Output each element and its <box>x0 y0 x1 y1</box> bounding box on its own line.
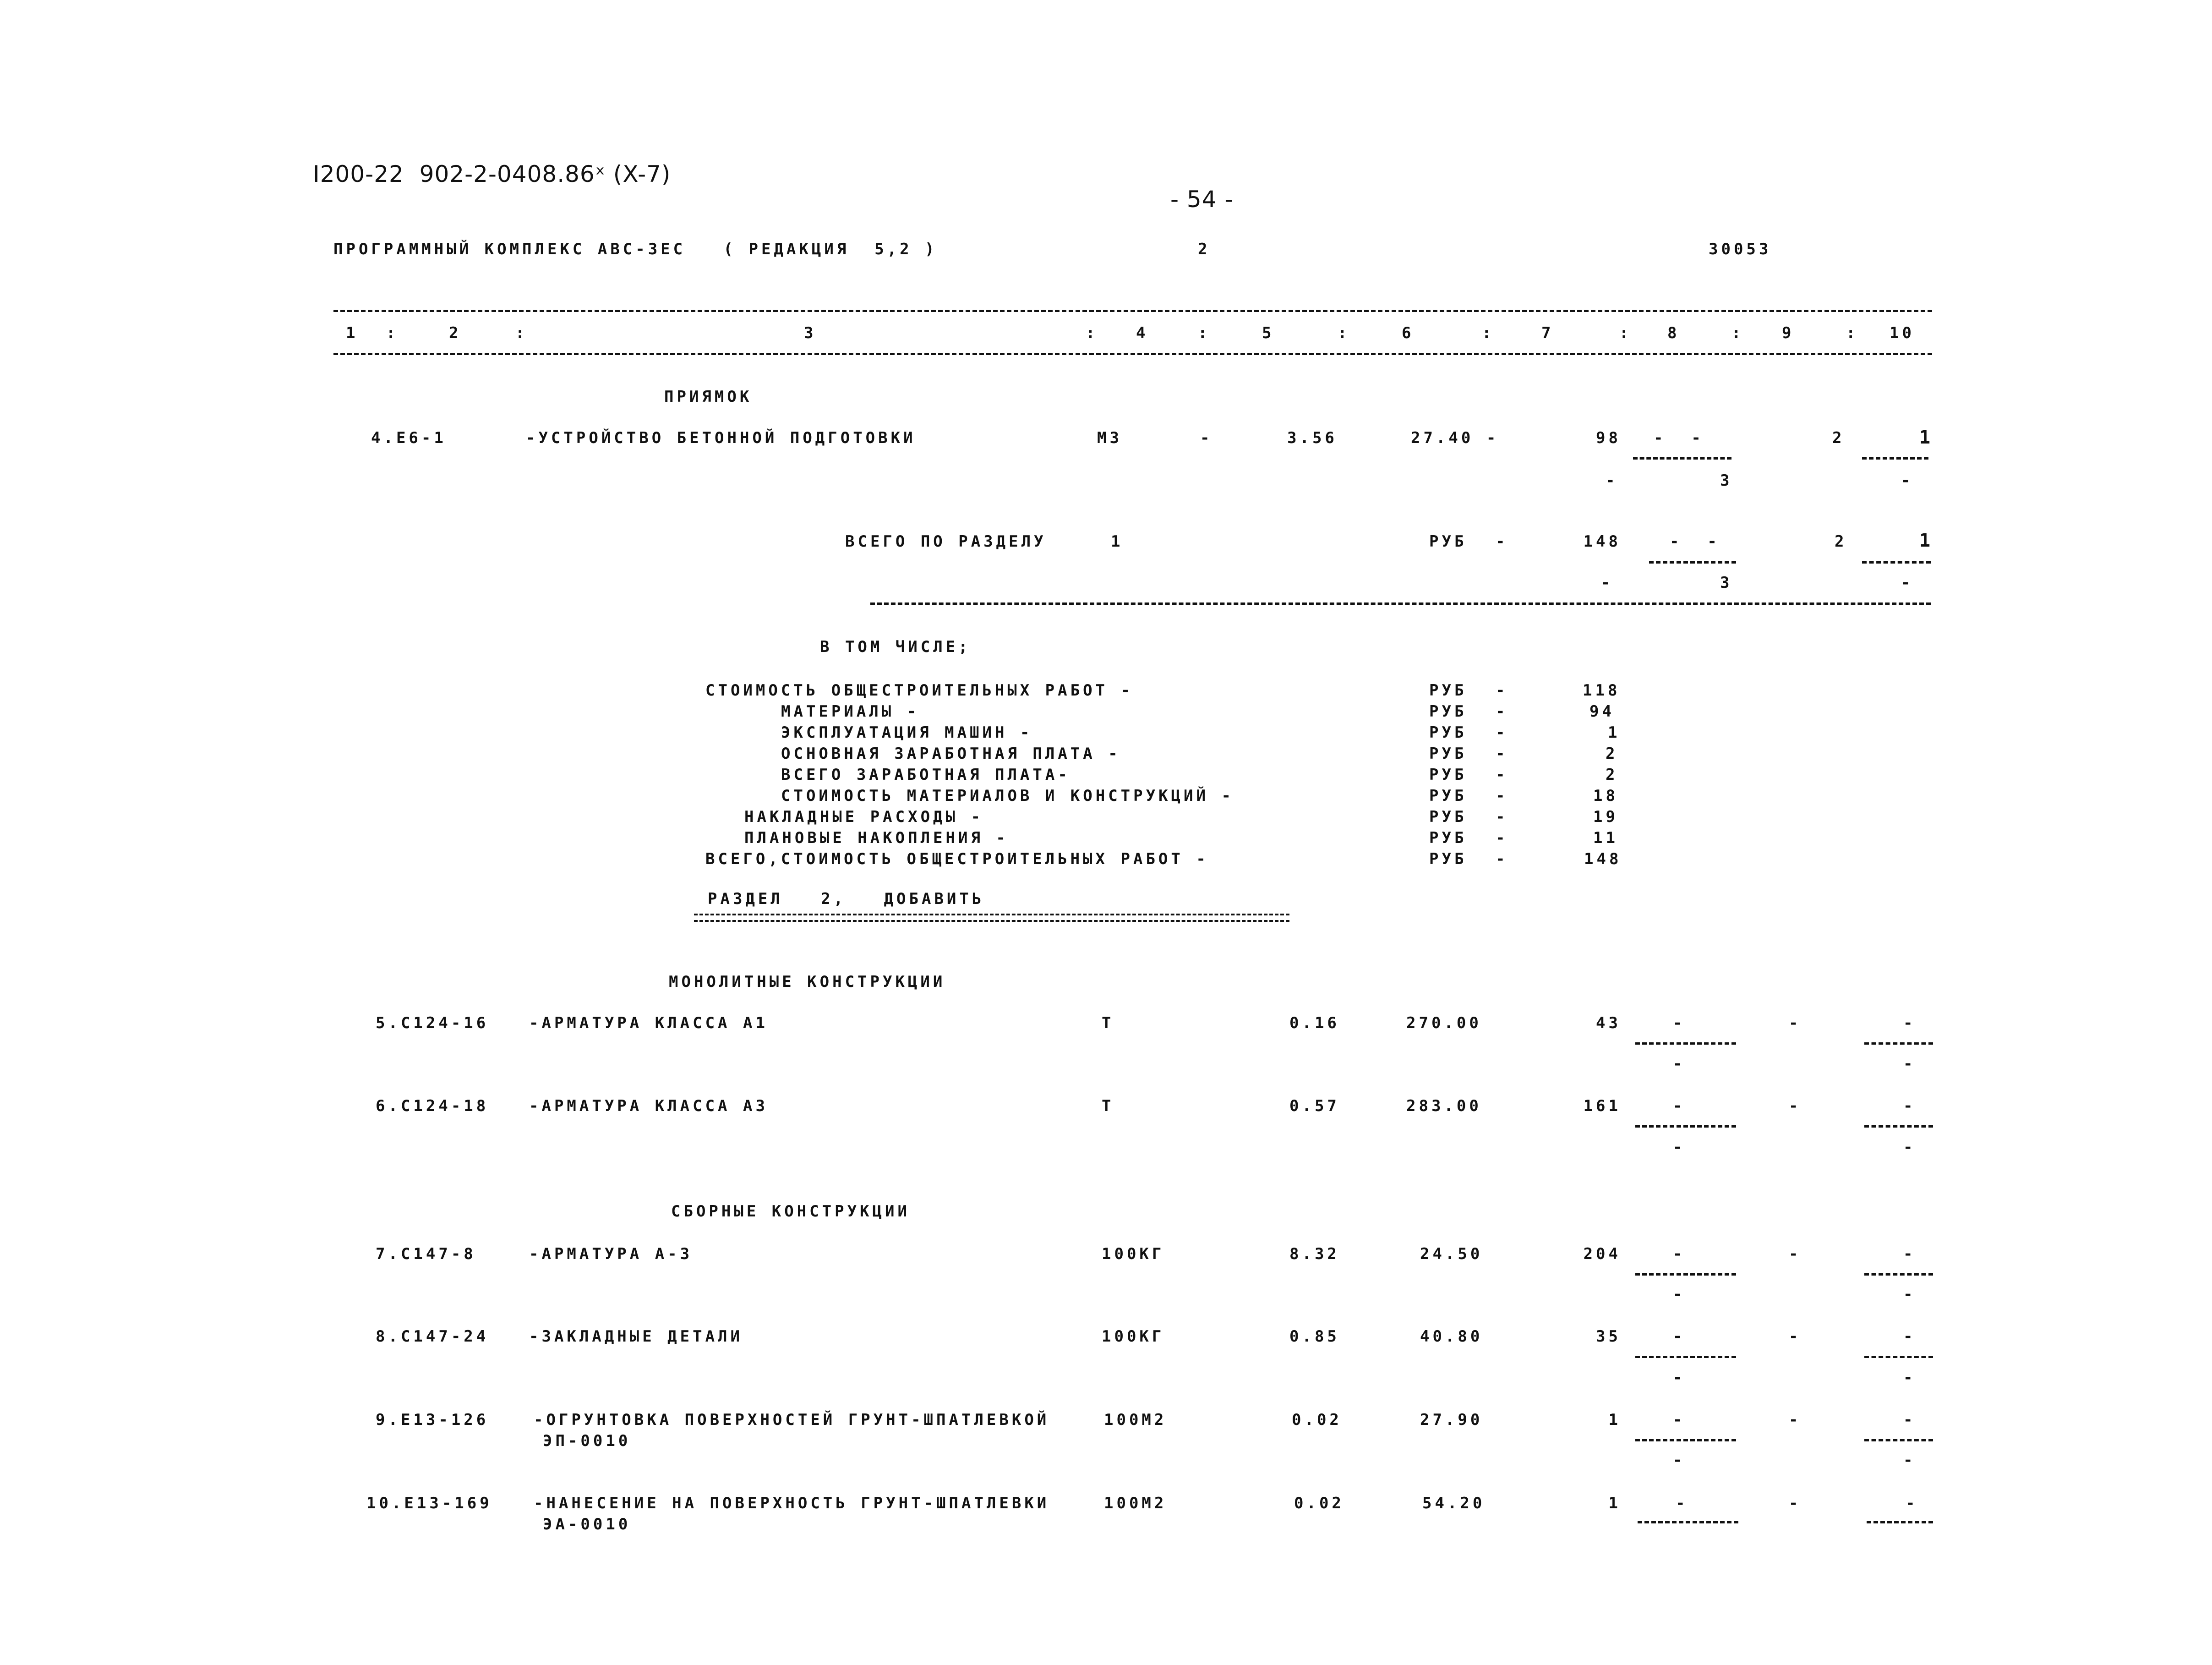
breakdown-unit: РУБ <box>1429 702 1467 721</box>
fraction-line <box>1864 1273 1933 1276</box>
fraction-line <box>1864 1356 1933 1358</box>
row-name: -АРМАТУРА А-3 <box>529 1245 693 1263</box>
fraction-line <box>1635 1273 1736 1276</box>
breakdown-label: ОСНОВНАЯ ЗАРАБОТНАЯ ПЛАТА - <box>781 745 1121 763</box>
row-total: 98 <box>1596 429 1621 447</box>
row-total: 204 <box>1583 1245 1621 1263</box>
row-unit: Т <box>1102 1014 1114 1032</box>
breakdown-unit: РУБ <box>1429 829 1467 847</box>
breakdown-label: ЭКСПЛУАТАЦИЯ МАШИН - <box>781 723 1033 742</box>
row-total: 1 <box>1608 1411 1621 1429</box>
fraction-line <box>1635 1125 1736 1128</box>
row-total: 161 <box>1583 1097 1621 1115</box>
row-col10-bottom: - <box>1901 471 1914 490</box>
breakdown-label: СТОИМОСТЬ МАТЕРИАЛОВ И КОНСТРУКЦИЙ - <box>781 787 1234 805</box>
row-col10-bottom: - <box>1903 1451 1916 1469</box>
row-price: 283.00 <box>1406 1097 1482 1115</box>
row-price: 270.00 <box>1406 1014 1482 1032</box>
fraction-line <box>1864 1125 1933 1128</box>
breakdown-dash: - <box>1496 745 1508 763</box>
fraction-line <box>1635 1439 1736 1441</box>
row-col9: - <box>1789 1494 1802 1512</box>
fraction-line <box>1635 1356 1736 1358</box>
breakdown-value: 118 <box>1583 681 1621 700</box>
breakdown-dash: - <box>1496 850 1508 868</box>
row-col9: - <box>1789 1245 1802 1263</box>
row-col8-bottom: - <box>1673 1451 1686 1469</box>
subsection-heading: МОНОЛИТНЫЕ КОНСТРУКЦИИ <box>669 973 946 991</box>
row-col10-bottom: - <box>1903 1369 1916 1387</box>
subsection-heading: СБОРНЫЕ КОНСТРУКЦИИ <box>671 1202 910 1221</box>
fraction-line <box>1862 561 1931 564</box>
column-header: 10 <box>1890 324 1915 342</box>
row-col8-top: - <box>1673 1245 1686 1263</box>
column-separator: : <box>1338 324 1350 342</box>
breakdown-value: 1 <box>1608 723 1621 742</box>
row-name: -АРМАТУРА КЛАССА А3 <box>529 1097 768 1115</box>
fraction-line <box>1635 1042 1736 1045</box>
sheet-number: 2 <box>1198 240 1211 258</box>
row-name: -АРМАТУРА КЛАССА А1 <box>529 1014 768 1032</box>
row-number: 9.Е13-126 <box>376 1411 489 1429</box>
breakdown-label: СТОИМОСТЬ ОБЩЕСТРОИТЕЛЬНЫХ РАБОТ - <box>705 681 1133 700</box>
table-header-rule <box>333 353 1932 355</box>
section-title: РАЗДЕЛ 2, ДОБАВИТЬ <box>708 890 985 908</box>
row-col8-top: - <box>1676 1494 1688 1512</box>
program-code: 30053 <box>1709 240 1772 258</box>
column-header: 7 <box>1541 324 1554 342</box>
column-header: 8 <box>1667 324 1680 342</box>
section-total-value: 148 <box>1583 532 1621 551</box>
row-unit: 100КГ <box>1102 1327 1165 1346</box>
column-header: 9 <box>1782 324 1795 342</box>
fraction-line <box>1864 1439 1933 1441</box>
row-quantity: 0.02 <box>1292 1411 1342 1429</box>
document-reference: I200-22 902-2-0408.86ˣ (X-7) <box>313 161 671 187</box>
column-separator: : <box>1846 324 1859 342</box>
section-total-col10-bottom: - <box>1901 574 1914 592</box>
row-col10-top: - <box>1903 1014 1916 1032</box>
row-unit: Т <box>1102 1097 1114 1115</box>
section-total-number: 1 <box>1111 532 1124 551</box>
breakdown-dash: - <box>1496 829 1508 847</box>
breakdown-dash: - <box>1496 766 1508 784</box>
fraction-line <box>1638 1521 1738 1523</box>
breakdown-label: НАКЛАДНЫЕ РАСХОДЫ - <box>744 808 983 826</box>
row-number: 8.С147-24 <box>376 1327 489 1346</box>
section-total-col8-bottom: 3 <box>1720 574 1733 592</box>
section-total-col8-top: - - <box>1670 532 1720 551</box>
row-col10-top: - <box>1903 1411 1916 1429</box>
breakdown-value: 19 <box>1593 808 1618 826</box>
row-name-continued: ЭП-0010 <box>543 1432 631 1450</box>
row-col8-top: - <box>1673 1097 1686 1115</box>
section-total-col10-top: 1 <box>1919 530 1934 551</box>
row-number: 4.Е6-1 <box>371 429 447 447</box>
column-header: 6 <box>1402 324 1415 342</box>
row-col9: - <box>1789 1327 1802 1346</box>
row-price: 27.90 <box>1420 1411 1483 1429</box>
program-title: ПРОГРАММНЫЙ КОМПЛЕКС АВС-3ЕС ( РЕДАКЦИЯ 5,2 ) <box>333 240 938 258</box>
column-header: 3 <box>804 324 817 342</box>
row-col10-bottom: - <box>1903 1285 1916 1304</box>
fraction-line <box>1867 1521 1933 1523</box>
including-heading: В ТОМ ЧИСЛЕ; <box>820 638 971 656</box>
row-name: -УСТРОЙСТВО БЕТОННОЙ ПОДГОТОВКИ <box>526 429 916 447</box>
row-name-continued: ЭА-0010 <box>543 1515 631 1534</box>
column-header: 5 <box>1262 324 1275 342</box>
row-col8-top: - <box>1673 1327 1686 1346</box>
column-separator: : <box>1482 324 1495 342</box>
row-col10-top: - <box>1903 1327 1916 1346</box>
row-quantity: 0.16 <box>1289 1014 1340 1032</box>
row-col9: - <box>1789 1014 1802 1032</box>
section-total-dash: - <box>1496 532 1508 551</box>
row-number: 6.С124-18 <box>376 1097 489 1115</box>
fraction-line <box>1864 1042 1933 1045</box>
column-separator: : <box>386 324 399 342</box>
row-unit: 100М2 <box>1104 1411 1167 1429</box>
row-quantity: 8.32 <box>1289 1245 1340 1263</box>
row-total: 1 <box>1608 1494 1621 1512</box>
breakdown-unit: РУБ <box>1429 681 1467 700</box>
row-unit: М3 <box>1097 429 1122 447</box>
column-separator: : <box>1086 324 1098 342</box>
row-price: 54.20 <box>1422 1494 1486 1512</box>
breakdown-value: 2 <box>1606 766 1618 784</box>
breakdown-unit: РУБ <box>1429 723 1467 742</box>
row-quantity: 3.56 <box>1287 429 1338 447</box>
breakdown-value: 2 <box>1606 745 1618 763</box>
row-total: 35 <box>1596 1327 1621 1346</box>
row-unit: 100КГ <box>1102 1245 1165 1263</box>
breakdown-dash: - <box>1496 723 1508 742</box>
section-total-col7-bottom: - <box>1601 574 1614 592</box>
row-col8-top: - - <box>1654 429 1704 447</box>
breakdown-unit: РУБ <box>1429 745 1467 763</box>
section-total-label: ВСЕГО ПО РАЗДЕЛУ <box>845 532 1047 551</box>
column-separator: : <box>1619 324 1632 342</box>
row-col8-bottom: - <box>1673 1138 1686 1156</box>
column-header: 2 <box>449 324 462 342</box>
row-quantity: 0.57 <box>1289 1097 1340 1115</box>
column-separator: : <box>1198 324 1211 342</box>
breakdown-label: ПЛАНОВЫЕ НАКОПЛЕНИЯ - <box>744 829 1009 847</box>
breakdown-dash: - <box>1496 681 1508 700</box>
fraction-line <box>1649 561 1736 564</box>
breakdown-unit: РУБ <box>1429 766 1467 784</box>
breakdown-value: 94 <box>1589 702 1615 721</box>
row-col9: 2 <box>1832 429 1845 447</box>
row-col8-bottom: - <box>1673 1285 1686 1304</box>
column-header: 4 <box>1136 324 1149 342</box>
breakdown-dash: - <box>1496 787 1508 805</box>
page-number: - 54 - <box>1170 186 1234 213</box>
row-col9: - <box>1789 1411 1802 1429</box>
row-col9: - <box>1789 1097 1802 1115</box>
breakdown-value: 18 <box>1593 787 1618 805</box>
row-col10-bottom: - <box>1903 1055 1916 1073</box>
row-col10-top: - <box>1903 1245 1916 1263</box>
row-name: -НАНЕСЕНИЕ НА ПОВЕРХНОСТЬ ГРУНТ-ШПАТЛЕВКИ <box>534 1494 1050 1512</box>
fraction-line <box>1862 457 1928 460</box>
row-name: -ОГРУНТОВКА ПОВЕРХНОСТЕЙ ГРУНТ-ШПАТЛЕВКОЙ <box>534 1411 1050 1429</box>
row-col8-top: - <box>1673 1411 1686 1429</box>
row-price: 40.80 <box>1420 1327 1483 1346</box>
section-title-underline <box>694 914 1289 922</box>
row-col10-bottom: - <box>1903 1138 1916 1156</box>
breakdown-label: МАТЕРИАЛЫ - <box>781 702 920 721</box>
breakdown-dash: - <box>1496 808 1508 826</box>
table-top-rule <box>333 310 1932 312</box>
breakdown-unit: РУБ <box>1429 808 1467 826</box>
row-col10-top: - <box>1906 1494 1918 1512</box>
row-quantity: 0.85 <box>1289 1327 1340 1346</box>
row-col8-bottom: - <box>1673 1369 1686 1387</box>
row-price: 24.50 <box>1420 1245 1483 1263</box>
section-total-rule <box>870 602 1931 605</box>
row-number: 5.С124-16 <box>376 1014 489 1032</box>
row-col8-bottom: - <box>1673 1055 1686 1073</box>
row-col10-top: - <box>1903 1097 1916 1115</box>
row-name: -ЗАКЛАДНЫЕ ДЕТАЛИ <box>529 1327 743 1346</box>
breakdown-value: 11 <box>1593 829 1618 847</box>
section-total-unit: РУБ <box>1429 532 1467 551</box>
breakdown-unit: РУБ <box>1429 850 1467 868</box>
row-col7-bottom: - <box>1606 471 1618 490</box>
row-number: 7.С147-8 <box>376 1245 476 1263</box>
breakdown-unit: РУБ <box>1429 787 1467 805</box>
section-total-col9: 2 <box>1835 532 1847 551</box>
row-col8-top: - <box>1673 1014 1686 1032</box>
breakdown-dash: - <box>1496 702 1508 721</box>
row-total: 43 <box>1596 1014 1621 1032</box>
breakdown-value: 148 <box>1584 850 1622 868</box>
row-col10-top: 1 <box>1919 427 1934 448</box>
column-separator: : <box>515 324 528 342</box>
row-number: 10.Е13-169 <box>366 1494 492 1512</box>
column-header: 1 <box>346 324 359 342</box>
row-dash: - <box>1200 429 1213 447</box>
breakdown-label: ВСЕГО ЗАРАБОТНАЯ ПЛАТА- <box>781 766 1070 784</box>
row-price: 27.40 - <box>1411 429 1499 447</box>
row-unit: 100М2 <box>1104 1494 1167 1512</box>
row-col8-bottom: 3 <box>1720 471 1733 490</box>
breakdown-label: ВСЕГО,СТОИМОСТЬ ОБЩЕСТРОИТЕЛЬНЫХ РАБОТ - <box>705 850 1209 868</box>
fraction-line <box>1633 457 1731 460</box>
section-heading: ПРИЯМОК <box>664 388 753 406</box>
row-quantity: 0.02 <box>1294 1494 1344 1512</box>
column-separator: : <box>1731 324 1744 342</box>
